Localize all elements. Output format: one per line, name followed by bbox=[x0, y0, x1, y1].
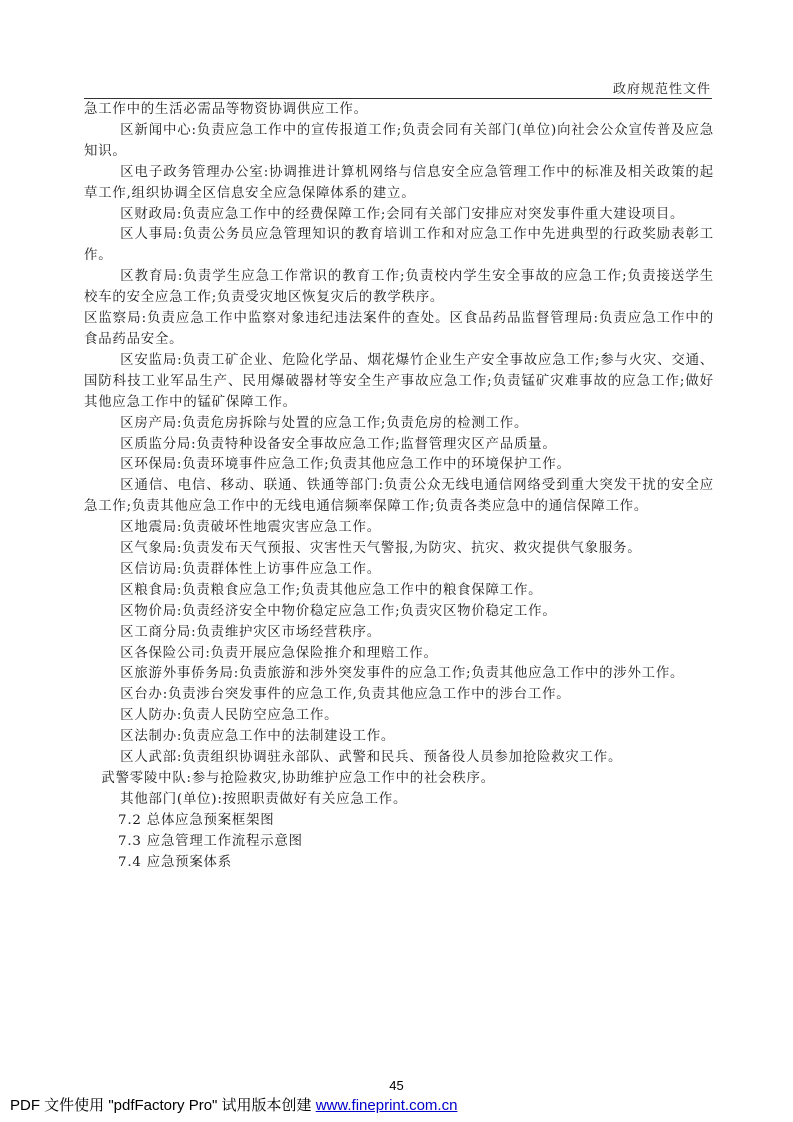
paragraph: 区通信、电信、移动、联通、铁通等部门:负责公众无线电通信网络受到重大突发干扰的安全应急工作;负责其他应急工作中的无线电通信频率保障工作;负责各类应急中的通信保障工作。 bbox=[84, 478, 714, 515]
paragraph: 区工商分局:负责维护灾区市场经营秩序。 bbox=[120, 624, 381, 640]
page-number: 45 bbox=[389, 1078, 404, 1093]
paragraph: 区气象局:负责发布天气预报、灾害性天气警报,为防灾、抗灾、救灾提供气象服务。 bbox=[120, 541, 642, 557]
paragraph: 区各保险公司:负责开展应急保险推介和理赔工作。 bbox=[120, 645, 438, 661]
footer-text: PDF 文件使用 "pdfFactory Pro" 试用版本创建 bbox=[10, 1097, 316, 1114]
paragraph: 区财政局:负责应急工作中的经费保障工作;会同有关部门安排应对突发事件重大建设项目。 bbox=[120, 206, 685, 222]
paragraph: 区电子政务管理办公室:协调推进计算机网络与信息安全应急管理工作中的标准及相关政策的起草工作,组织协调全区信息安全应急保障体系的建立。 bbox=[84, 164, 714, 201]
footer-link[interactable]: www.fineprint.com.cn bbox=[315, 1097, 458, 1114]
document-body bbox=[84, 100, 714, 874]
appendix-item: 7.4 应急预案体系 bbox=[118, 854, 232, 870]
paragraph: 区人事局:负责公务员应急管理知识的教育培训工作和对应急工作中先进典型的行政奖励表彰工作。 bbox=[84, 227, 714, 264]
paragraph: 区人防办:负责人民防空应急工作。 bbox=[120, 708, 339, 724]
paragraph: 区人武部:负责组织协调驻永部队、武警和民兵、预备役人员参加抢险救灾工作。 bbox=[120, 750, 623, 766]
paragraph: 区地震局:负责破坏性地震灾害应急工作。 bbox=[120, 520, 381, 536]
paragraph: 区法制办:负责应急工作中的法制建设工作。 bbox=[120, 729, 396, 745]
paragraph: 区旅游外事侨务局:负责旅游和涉外突发事件的应急工作;负责其他应急工作中的涉外工作。 bbox=[120, 666, 685, 682]
header-divider bbox=[84, 98, 712, 99]
paragraph: 区环保局:负责环境事件应急工作;负责其他应急工作中的环境保护工作。 bbox=[120, 457, 571, 473]
paragraph: 区新闻中心:负责应急工作中的宣传报道工作;负责会同有关部门(单位)向社会公众宣传普及应急知识。 bbox=[84, 122, 714, 159]
paragraph: 区信访局:负责群体性上访事件应急工作。 bbox=[120, 561, 381, 577]
appendix-item: 7.3 应急管理工作流程示意图 bbox=[118, 833, 303, 849]
appendix-list bbox=[84, 811, 714, 874]
pdf-footer bbox=[10, 1094, 457, 1115]
paragraph: 区粮食局:负责粮食应急工作;负责其他应急工作中的粮食保障工作。 bbox=[120, 582, 543, 598]
paragraph: 区房产局:负责危房拆除与处置的应急工作;负责危房的检测工作。 bbox=[120, 415, 529, 431]
paragraph: 区台办:负责涉台突发事件的应急工作,负责其他应急工作中的涉台工作。 bbox=[120, 687, 571, 703]
paragraph: 其他部门(单位):按照职责做好有关应急工作。 bbox=[120, 791, 408, 807]
paragraph: 区物价局:负责经济安全中物价稳定应急工作;负责灾区物价稳定工作。 bbox=[120, 603, 557, 619]
paragraph: 区质监分局:负责特种设备安全事故应急工作;监督管理灾区产品质量。 bbox=[120, 436, 557, 452]
appendix-item: 7.2 总体应急预案框架图 bbox=[118, 812, 275, 828]
paragraph: 急工作中的生活必需品等物资协调供应工作。 bbox=[84, 102, 368, 117]
running-header: 政府规范性文件 bbox=[612, 82, 711, 97]
paragraph: 区教育局:负责学生应急工作常识的教育工作;负责校内学生安全事故的应急工作;负责接送学生校车的安全应急工作;负责受灾地区恢复灾后的教学秩序。 bbox=[84, 269, 714, 306]
paragraph: 武警零陵中队:参与抢险救灾,协助维护应急工作中的社会秩序。 bbox=[101, 771, 495, 786]
paragraph: 区安监局:负责工矿企业、危险化学品、烟花爆竹企业生产安全事故应急工作;参与火灾、交通、国防科技工业军品生产、民用爆破器材等安全生产事故应急工作;负责锰矿灾难事故的应急工作;做好其他应急工作中的锰矿保障工作。 bbox=[84, 352, 714, 410]
paragraph: 区监察局:负责应急工作中监察对象违纪违法案件的查处。区食品药品监督管理局:负责应急工作中的食品药品安全。 bbox=[84, 311, 714, 347]
